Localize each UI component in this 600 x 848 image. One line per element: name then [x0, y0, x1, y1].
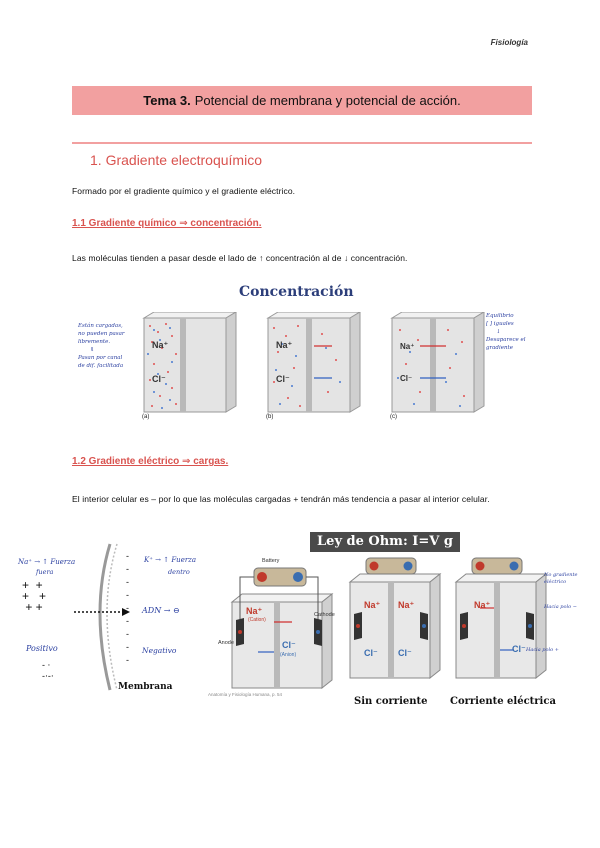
note-positive: Positivo — [26, 644, 58, 653]
cation-label: (Cation) — [248, 617, 266, 623]
note-right-5: gradiente — [486, 345, 513, 351]
note-right-4: Desaparece el — [486, 337, 526, 343]
note-right-3: ↓ — [496, 329, 501, 335]
panel-b — [266, 312, 362, 422]
cell-2-graphic — [344, 556, 444, 686]
cell-1-graphic — [218, 556, 338, 706]
cell-3-note-4: Hacia polo + — [526, 647, 559, 653]
panel-c-na: Na⁺ — [400, 342, 415, 351]
cell-1-cl: Cl⁻ — [282, 640, 296, 650]
note-negative: Negativo — [142, 646, 177, 655]
cathode-label: Cathode — [314, 612, 335, 618]
cell-2-cl-right: Cl⁻ — [398, 648, 412, 658]
panel-c-caption: (c) — [390, 414, 397, 420]
note-left-2: no pueden pasar — [78, 331, 125, 337]
plus-signs: + + + + + + — [22, 578, 47, 614]
panel-a — [142, 312, 238, 422]
label-no-current: Sin corriente — [354, 696, 428, 707]
cell-1-na: Na⁺ — [246, 606, 263, 616]
panel-b-caption: (b) — [266, 414, 274, 420]
membrane-label: Membrana — [118, 682, 173, 692]
note-left-1: Están cargadas, — [78, 323, 123, 329]
concentration-figure — [74, 282, 534, 432]
note-adn: ADN → ⊖ — [142, 606, 180, 615]
panel-c — [390, 312, 486, 422]
note-right-2: [ ] iguales — [486, 321, 514, 327]
section-heading: 1. Gradiente electroquímico — [90, 152, 262, 168]
handwritten-notes-right — [486, 312, 534, 352]
handwritten-notes-cell-3 — [526, 572, 590, 654]
divider — [72, 142, 532, 144]
anode-label: Anode — [218, 640, 234, 646]
note-left-4: ⇓ — [90, 347, 95, 353]
minus-signs-inside: - - - - - - - - - — [126, 551, 129, 665]
cell-2-cl-left: Cl⁻ — [364, 648, 378, 658]
header-label: Fisiología — [490, 38, 528, 47]
panel-a-caption: (a) — [142, 414, 150, 420]
cell-2-na-right: Na⁺ — [398, 600, 415, 610]
note-left-3: libremente. — [78, 339, 111, 345]
panel-a-cl: Cl⁻ — [152, 374, 166, 384]
label-current: Corriente eléctrica — [450, 696, 556, 707]
cell-3-cl: Cl⁻ — [512, 644, 526, 654]
title-box — [72, 86, 532, 115]
ohm-title: Ley de Ohm: I=V g — [310, 532, 460, 552]
title-text: Potencial de membrana y potencial de acción. — [194, 93, 461, 108]
handwritten-notes-left — [78, 322, 140, 370]
panel-c-cl: Cl⁻ — [400, 374, 413, 383]
note-k-force: K⁺ → ↑ Fuerza — [144, 556, 197, 564]
beaker-c-graphic — [390, 312, 486, 422]
note-left-5: Pasan por canal — [78, 355, 123, 361]
source-caption: Anatomía y Fisiología Humana, p. 54 — [208, 692, 283, 697]
minus-signs-left: - ‧ -‧-‧ — [42, 660, 54, 681]
membrane-sketch — [14, 540, 214, 700]
panel-a-na: Na⁺ — [152, 340, 169, 350]
cell-2-na-left: Na⁺ — [364, 600, 381, 610]
subsection-2-text: El interior celular es – por lo que las moléculas cargadas + tendrán más tendencia a pasar al interior celular. — [72, 494, 490, 504]
panel-b-na: Na⁺ — [276, 340, 293, 350]
beaker-a-graphic — [142, 312, 238, 422]
ohm-cell-3 — [450, 556, 590, 706]
anion-label: (Anion) — [280, 652, 297, 658]
beaker-b-graphic — [266, 312, 362, 422]
subsection-2-heading: 1.2 Gradiente eléctrico ⇒ cargas. — [72, 456, 229, 467]
note-right-1: Equilibrio — [486, 313, 514, 319]
ohm-cell-1 — [208, 556, 338, 706]
note-na-force-2: fuera — [36, 568, 54, 576]
panel-b-cl: Cl⁻ — [276, 374, 290, 384]
note-left-6: de dif. facilitada — [78, 363, 124, 369]
cell-3-note-3: Hacia polo − — [544, 604, 577, 610]
ohm-cell-2 — [344, 556, 444, 706]
section-intro: Formado por el gradiente químico y el gradiente eléctrico. — [72, 186, 296, 196]
subsection-1-heading: 1.1 Gradiente químico ⇒ concentración. — [72, 218, 262, 229]
subsection-1-text: Las moléculas tienden a pasar desde el lado de ↑ concentración al de ↓ concentración. — [72, 253, 408, 263]
figure-title: Concentración — [239, 284, 354, 300]
cell-3-graphic — [450, 556, 550, 686]
title-prefix: Tema 3. — [143, 93, 191, 108]
note-na-force: Na⁺ → ↑ Fuerza — [18, 558, 76, 566]
battery-label: Battery — [262, 558, 280, 564]
cell-3-note-1: No gradiente — [544, 572, 578, 578]
cell-3-note-2: eléctrico — [544, 579, 567, 585]
note-k-force-2: dentro — [168, 568, 190, 576]
cell-3-na: Na⁺ — [474, 600, 491, 610]
